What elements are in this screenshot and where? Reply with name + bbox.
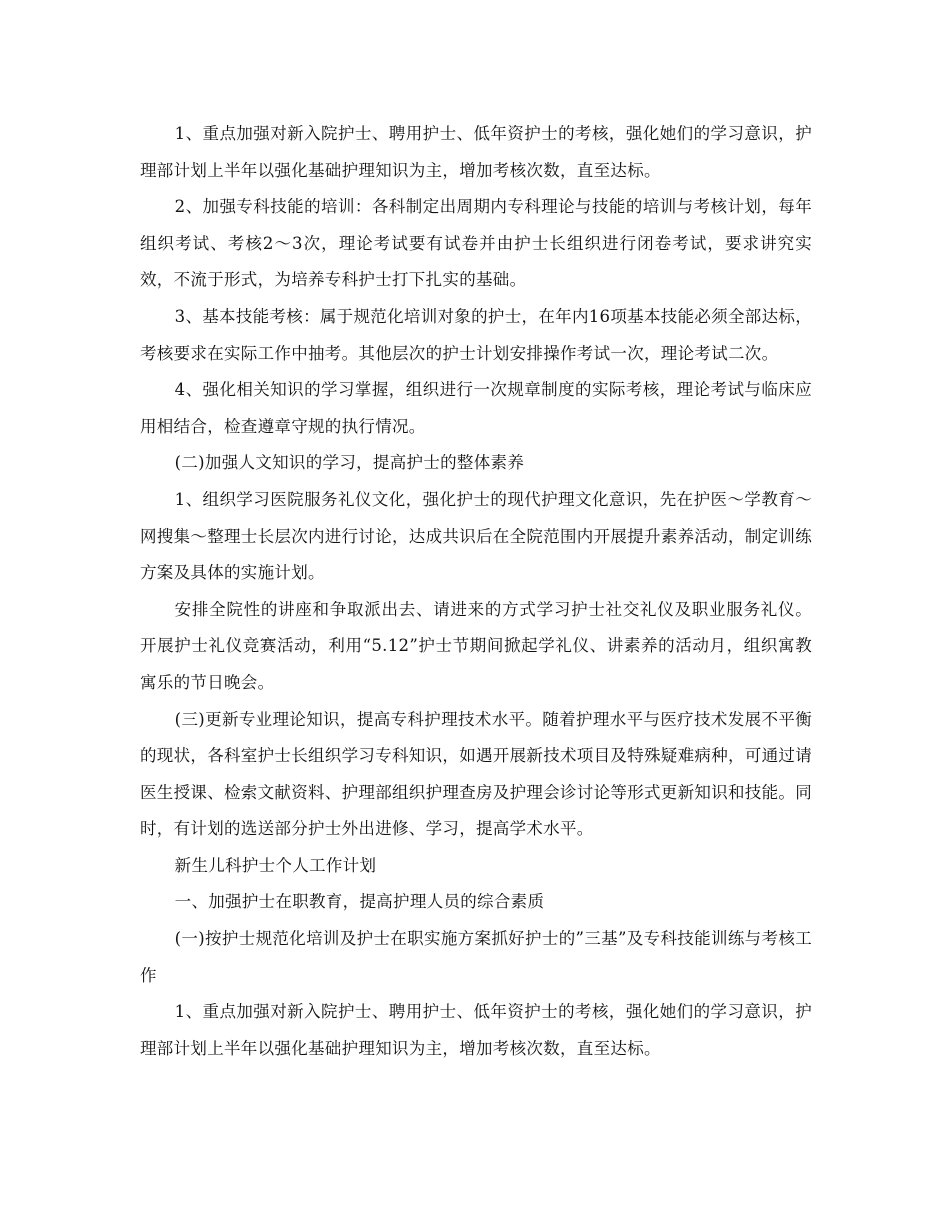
paragraph-nurse-assessment-repeat: 1、重点加强对新入院护士、聘用护士、低年资护士的考核，强化她们的学习意识，护理部计划上半年以强化基础护理知识为主，增加考核次数，直至达标。	[140, 1002, 812, 1058]
paragraph-etiquette-culture: 1、组织学习医院服务礼仪文化，强化护士的现代护理文化意识，先在护医～学教育～网搜集～整理士长层次内进行讨论，达成共识后在全院范围内开展提升素养活动，制定训练方案及具体的实施计划。	[140, 489, 812, 583]
document-page	[140, 116, 812, 1067]
paragraph-related-knowledge: 4、强化相关知识的学习掌握，组织进行一次规章制度的实际考核，理论考试与临床应用相结合，检查遵章守规的执行情况。	[140, 380, 812, 436]
paragraph-basic-skills: 3、基本技能考核：属于规范化培训对象的护士，在年内16项基本技能必须全部达标，考核要求在实际工作中抽考。其他层次的护士计划安排操作考试一次，理论考试二次。	[140, 306, 812, 363]
paragraph-professional-knowledge: (三)更新专业理论知识，提高专科护理技术水平。随着护理水平与医疗技术发展不平衡的现状，各科室护士长组织学习专科知识，如遇开展新技术项目及特殊疑难病种，可通过请医生授课、检索文献资料、护理部组织护理查房及护理会诊讨论等形式更新知识和技能。同时，有计划的选送部分护士外出进修、学习，提高学术水平。	[140, 709, 812, 839]
document-subtitle: 新生儿科护士个人工作计划	[174, 855, 377, 875]
paragraph-specialty-training: 2、加强专科技能的培训：各科制定出周期内专科理论与技能的培训与考核计划，每年组织考试、考核2～3次，理论考试要有试卷并由护士长组织进行闭卷考试，要求讲究实效，不流于形式，为培养专科护士打下扎实的基础。	[140, 197, 812, 290]
paragraph-etiquette-activities: 安排全院性的讲座和争取派出去、请进来的方式学习护士社交礼仪及职业服务礼仪。开展护士礼仪竞赛活动，利用“5.12”护士节期间掀起学礼仪、讲素养的活动月，组织寓教寓乐的节日晚会。	[140, 599, 812, 692]
section-heading-humanities: (二)加强人文知识的学习，提高护士的整体素养	[174, 453, 525, 473]
section-heading-in-service-education: 一、加强护士在职教育，提高护理人员的综合素质	[174, 892, 545, 912]
paragraph-nurse-assessment: 1、重点加强对新入院护士、聘用护士、低年资护士的考核，强化她们的学习意识，护理部计划上半年以强化基础护理知识为主，增加考核次数，直至达标。	[140, 124, 812, 180]
section-heading-standardized-training: (一)按护士规范化培训及护士在职实施方案抓好护士的”三基”及专科技能训练与考核工作	[140, 929, 812, 985]
